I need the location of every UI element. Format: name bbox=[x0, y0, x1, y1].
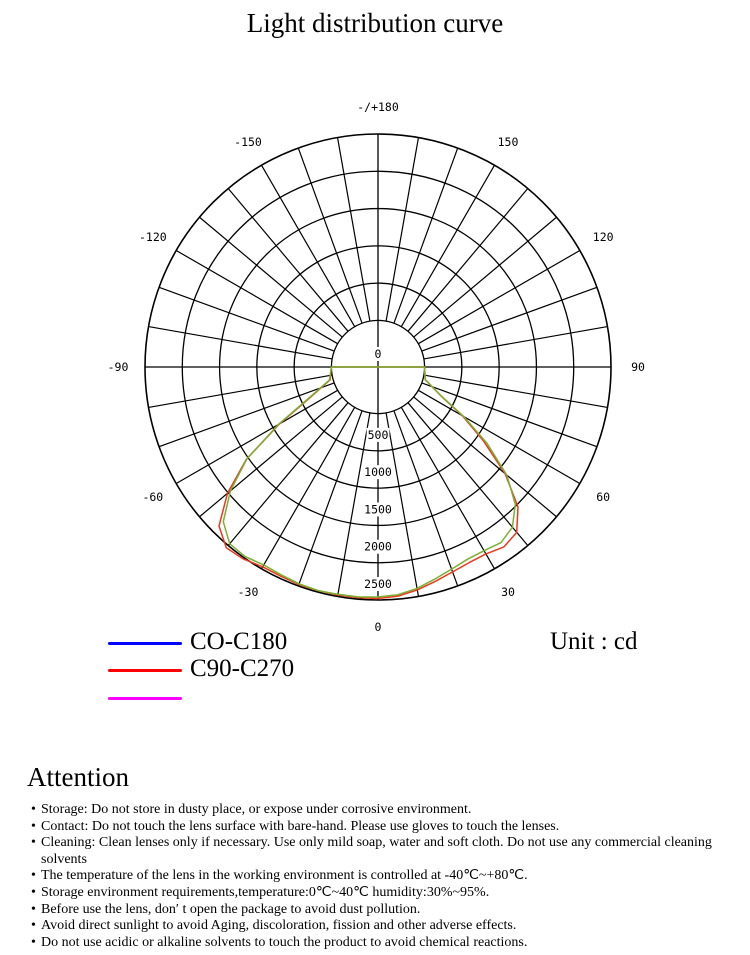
polar-spoke bbox=[200, 217, 343, 337]
legend-label: C90-C270 bbox=[190, 655, 295, 682]
radial-tick-label: 2000 bbox=[364, 539, 392, 554]
polar-spoke bbox=[414, 217, 557, 337]
attention-item: • Storage: Do not store in dusty place, or expose under corrosive environment. bbox=[31, 802, 731, 819]
polar-spoke bbox=[338, 138, 370, 322]
polar-spoke bbox=[149, 327, 333, 359]
polar-spoke bbox=[159, 383, 334, 447]
radial-tick-label: 0 bbox=[374, 347, 382, 361]
radial-tick-label: 500 bbox=[367, 427, 389, 442]
angle-label: 0 bbox=[374, 620, 382, 634]
polar-spoke bbox=[422, 383, 597, 447]
attention-item: • Contact: Do not touch the lens surface with bare-hand. Please use gloves to touch the lenses. bbox=[31, 819, 731, 836]
legend-swatch bbox=[108, 697, 182, 700]
radial-tick-label: 1000 bbox=[364, 465, 392, 480]
angle-label: 60 bbox=[596, 490, 611, 504]
polar-spoke bbox=[200, 397, 343, 517]
polar-spoke bbox=[424, 327, 608, 359]
polar-spoke bbox=[424, 375, 608, 407]
polar-spoke bbox=[394, 148, 458, 323]
polar-spoke bbox=[408, 189, 528, 332]
polar-spoke bbox=[422, 287, 597, 351]
attention-item: • Do not use acidic or alkaline solvents to touch the product to avoid chemical reactions. bbox=[31, 935, 731, 952]
angle-label: 30 bbox=[501, 585, 515, 600]
polar-spoke bbox=[228, 189, 348, 332]
attention-item: • Cleaning: Clean lenses only if necessary. Use only mild soap, water and soft cloth. Do not use any commercial cleaning solvents bbox=[31, 835, 731, 868]
angle-label: 120 bbox=[592, 230, 614, 244]
attention-item: • Storage environment requirements,temperature:0℃~40℃ humidity:30%~95%. bbox=[31, 885, 731, 902]
chart-title: Light distribution curve bbox=[246, 8, 504, 38]
polar-spoke bbox=[408, 403, 528, 546]
polar-spoke bbox=[394, 411, 458, 586]
polar-spoke bbox=[298, 411, 362, 586]
angle-label: -90 bbox=[107, 360, 129, 374]
radial-tick-label: 1500 bbox=[364, 502, 392, 517]
legend-swatch bbox=[108, 642, 182, 645]
angle-label: -/+180 bbox=[357, 100, 399, 114]
angle-label: -150 bbox=[234, 134, 262, 149]
angle-label: 90 bbox=[631, 360, 645, 374]
polar-spoke bbox=[228, 403, 348, 546]
angle-label: -30 bbox=[237, 585, 259, 600]
attention-list bbox=[31, 802, 731, 951]
attention-item: • Avoid direct sunlight to avoid Aging, discoloration, fission and other adverse effects. bbox=[31, 918, 731, 935]
polar-spoke bbox=[159, 287, 334, 351]
radial-tick-label: 2500 bbox=[364, 577, 392, 591]
attention-item: • Before use the lens, don′ t open the package to avoid dust pollution. bbox=[31, 902, 731, 919]
legend-swatch bbox=[108, 669, 182, 672]
unit-label: Unit : cd bbox=[550, 628, 638, 655]
angle-label: -120 bbox=[138, 230, 167, 244]
legend-label: CO-C180 bbox=[190, 628, 288, 655]
polar-spoke bbox=[298, 148, 362, 323]
angle-label: -60 bbox=[142, 490, 164, 504]
angle-label: 150 bbox=[497, 134, 519, 149]
attention-item: • The temperature of the lens in the working environment is controlled at -40℃~+80℃. bbox=[31, 868, 731, 885]
polar-spoke bbox=[386, 138, 418, 322]
attention-heading: Attention bbox=[27, 762, 129, 792]
polar-spoke bbox=[414, 397, 557, 517]
